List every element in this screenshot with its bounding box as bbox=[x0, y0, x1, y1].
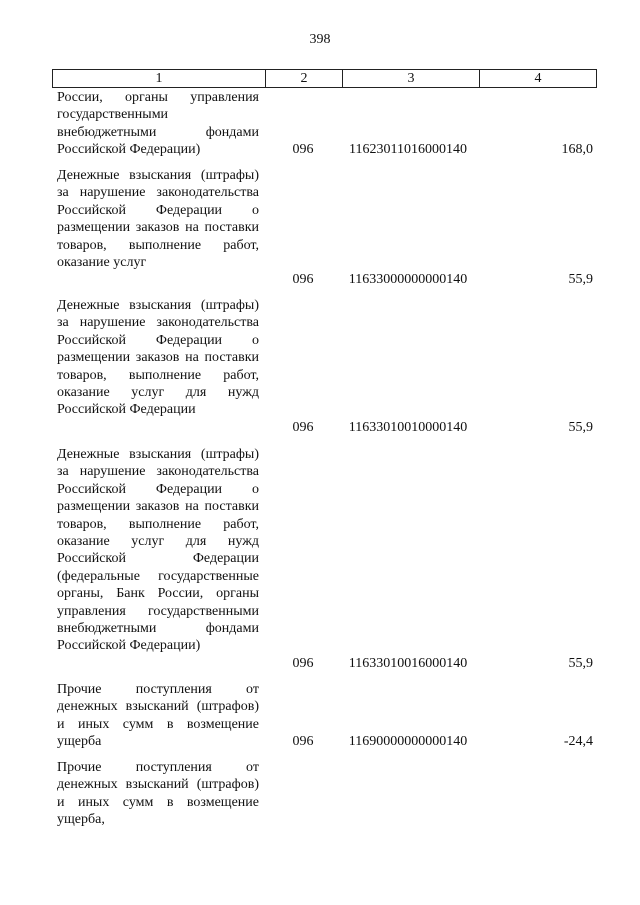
row-name: Денежные взыскания (штрафы) за нарушение законодательства Российской Федерации о размещении заказов на поставки товаров, выполнение работ, оказание услуг для нужд Российской Федерации bbox=[57, 298, 259, 418]
row-name: Денежные взыскания (штрафы) за нарушение законодательства Российской Федерации о размещении заказов на поставки товаров, выполнение работ, оказание услуг для нужд Российской Федерации (федеральные государственные органы, Банк России, органы управления государственными внебюджетными фондами Российской Федерации) bbox=[57, 447, 259, 654]
header-col-4: 4 bbox=[480, 70, 597, 88]
row-kbk: 11623011016000140 bbox=[349, 141, 467, 157]
table-row bbox=[0, 89, 640, 158]
row-sum: 55,9 bbox=[568, 655, 593, 671]
row-name: Прочие поступления от денежных взысканий (штрафов) и иных сумм в возмещение ущерба bbox=[57, 682, 259, 750]
row-code: 096 bbox=[292, 141, 314, 157]
table-row bbox=[0, 297, 640, 436]
row-kbk: 11690000000000140 bbox=[348, 733, 468, 749]
row-sum: -24,4 bbox=[563, 733, 593, 749]
table-row bbox=[0, 446, 640, 672]
table-row bbox=[0, 681, 640, 750]
row-sum: 168,0 bbox=[561, 141, 593, 157]
row-name: Денежные взыскания (штрафы) за нарушение законодательства Российской Федерации о размещении заказов на поставки товаров, выполнение работ, оказание услуг bbox=[57, 168, 259, 271]
row-kbk: 11633000000000140 bbox=[348, 271, 468, 287]
row-sum: 55,9 bbox=[568, 271, 593, 287]
table-row bbox=[0, 167, 640, 288]
row-code: 096 bbox=[292, 271, 314, 287]
row-name: России, органы управления государственными внебюджетными фондами Российской Федерации) bbox=[57, 90, 259, 158]
row-sum: 55,9 bbox=[568, 419, 593, 435]
page-number: 398 bbox=[309, 32, 331, 47]
row-code: 096 bbox=[292, 733, 314, 749]
header-col-2: 2 bbox=[266, 70, 343, 88]
table-header bbox=[52, 69, 597, 88]
row-code: 096 bbox=[292, 655, 314, 671]
header-col-1: 1 bbox=[53, 70, 266, 88]
row-name: Прочие поступления от денежных взысканий (штрафов) и иных сумм в возмещение ущерба, bbox=[57, 760, 259, 828]
row-kbk: 11633010016000140 bbox=[348, 655, 468, 671]
row-kbk: 11633010010000140 bbox=[348, 419, 468, 435]
header-col-3: 3 bbox=[343, 70, 480, 88]
row-code: 096 bbox=[292, 419, 314, 435]
table-row bbox=[0, 759, 640, 828]
